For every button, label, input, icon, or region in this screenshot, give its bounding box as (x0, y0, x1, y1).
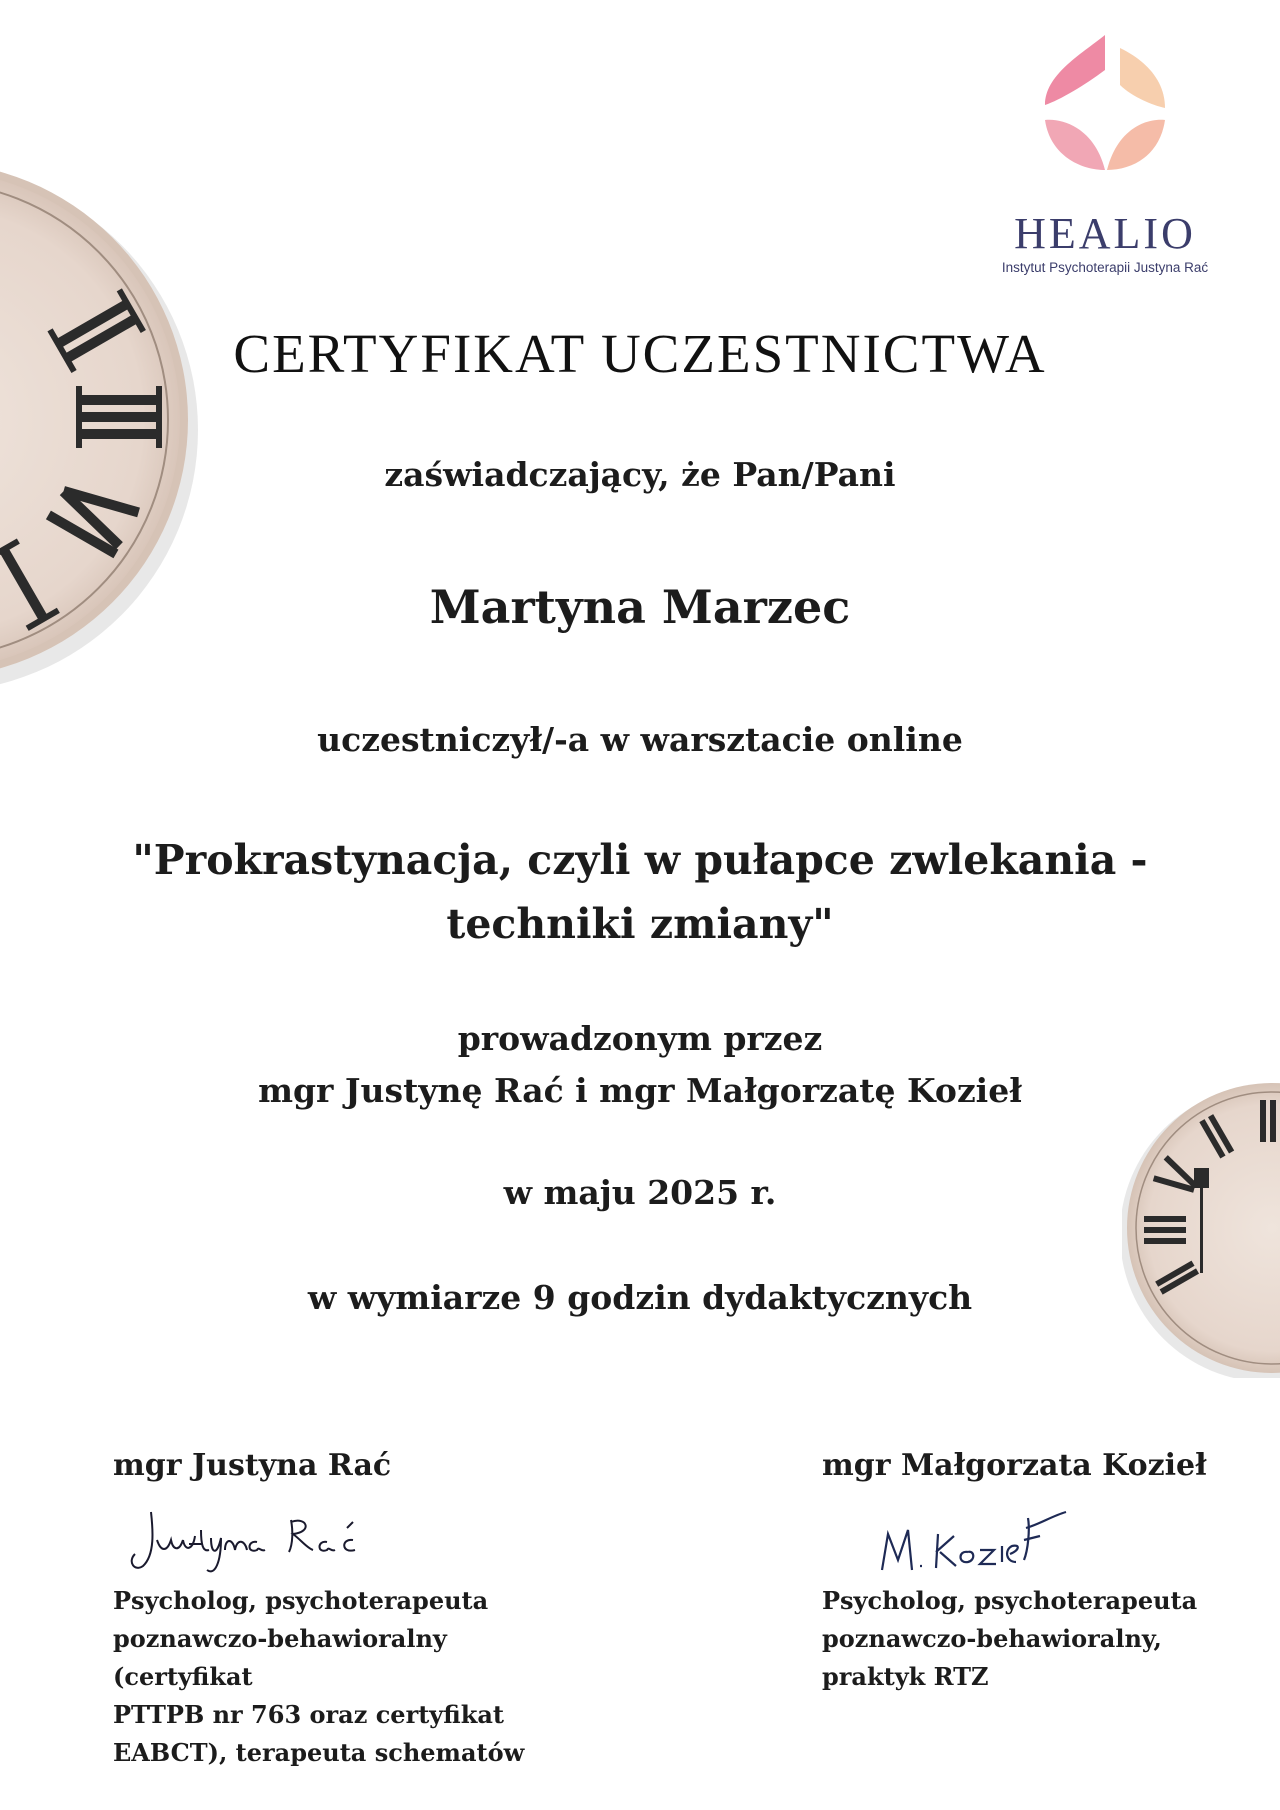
signer-description-line: EABCT), terapeuta schematów (113, 1738, 525, 1767)
certificate-title: CERTYFIKAT UCZESTNICTWA (233, 323, 1047, 384)
signer-name: mgr Justyna Rać (113, 1448, 392, 1483)
signer-description (113, 1582, 583, 1772)
signer-description (822, 1582, 1280, 1696)
signer-description-line: poznawczo-behawioralny (certyfikat (113, 1624, 447, 1691)
participant-name: Martyna Marzec (429, 580, 851, 634)
signature-image (830, 1500, 1090, 1580)
led-by-line: prowadzonym przez (457, 1019, 823, 1058)
signer-description-line: PTTPB nr 763 oraz certyfikat (113, 1700, 504, 1729)
course-title-line-2: techniki zmiany" (446, 900, 834, 948)
signature-block-left (113, 1448, 593, 1767)
signer-description-line: praktyk RTZ (822, 1662, 989, 1691)
signature-image (121, 1500, 421, 1580)
participation-line: uczestniczył/-a w warsztacie online (317, 720, 963, 759)
healio-petals-icon (1025, 30, 1185, 195)
signature-block-right (822, 1448, 1242, 1691)
hours-line: w wymiarze 9 godzin dydaktycznych (307, 1278, 973, 1317)
course-title-line-1: "Prokrastynacja, czyli w pułapce zwlekania - (132, 836, 1148, 884)
signer-name: mgr Małgorzata Kozieł (822, 1448, 1207, 1483)
signer-description-line: Psycholog, psychoterapeuta (822, 1586, 1198, 1615)
date-line: w maju 2025 r. (503, 1173, 777, 1212)
intro-line: zaświadczający, że Pan/Pani (384, 455, 896, 494)
signer-description-line: Psycholog, psychoterapeuta (113, 1586, 489, 1615)
course-title (0, 828, 1280, 956)
instructors-block (0, 1013, 1280, 1117)
brand-name: HEALIO (1014, 209, 1196, 258)
instructors-line: mgr Justynę Rać i mgr Małgorzatę Kozieł (258, 1071, 1022, 1110)
clock-decoration-right (1122, 1078, 1280, 1378)
brand-subtitle: Instytut Psychoterapii Justyna Rać (1001, 260, 1209, 275)
signer-description-line: poznawczo-behawioralny, (822, 1624, 1162, 1653)
